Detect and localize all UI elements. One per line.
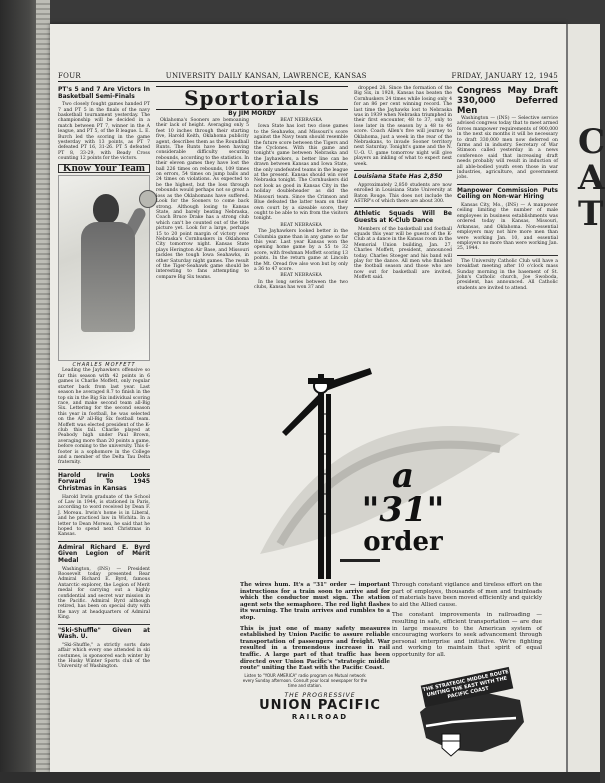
issue-date: FRIDAY, JANUARY 12, 1945 xyxy=(451,72,558,80)
masthead xyxy=(58,70,558,82)
semaphore-pole xyxy=(318,374,324,579)
story-sportorials: Oklahoma's Sooners are bemoaning their lack of height. Averaging only 5 feet 10 inches through their starting five, Harold Keith, Oklahoma publicity agent, describes them as the Roundball Runts. The Runts have been having considerable difficulty securing rebounds, according to the statistics. In their eleven games they have lost the ball 226 times on rebounds, 109 times on errors, 54 times on jump balls and 24 times on violations. As expected to be the highest, but the loss through rebounds would perhaps not so great a loss as the Oklahomans have suffered. Look for the Sooners to come back strong. Although losing to Kansas State, and barely beating Nebraska, Coach Bruce Drake has a strong club which can't be counted out of the title picture yet. Look for a large, perhaps 15 to 20 point margin of victory over Nebraska's Cornhuskers in Oklahoma City tomorrow night. Kansas State plays Herington Air Base, and Missouri tackles the tough Iowa Seahawks, in other Saturday night games. The result of the Tiger-Seahawk game should be interesting to fans attempting to compare Big Six teams. xyxy=(156,118,249,280)
radio-program-note: Listen to "YOUR AMERICA" radio program on Mutual network every Sunday afternoon. Consult your local newspaper for the time and station. xyxy=(242,673,368,688)
column-4 xyxy=(354,86,452,282)
shield-emblem xyxy=(442,734,460,756)
byline: By JIM MORDY xyxy=(228,110,276,117)
adjacent-page-edge xyxy=(566,24,605,772)
semaphore-arm-left xyxy=(282,394,323,436)
headline-k-club-dance: Athletic Squads Will Be Guests at K-Club Dance xyxy=(354,210,452,224)
divider xyxy=(457,184,558,185)
scanner-bottom-edge xyxy=(0,772,600,783)
map-banner: THE STRATEGIC MIDDLE ROUTE UNITING THE EAST WITH THE PACIFIC COAST xyxy=(421,667,514,707)
story-byrd: Washington, (INS) — President Roosevelt today presented Rear Admiral Richard E. Byrd, famous Antarctic explorer, the Legion of Merit medal for carrying out a highly confidential and secret war mission in the Pacific. Admiral Byrd although retired, has been on special duty with the navy at headquarters of Admiral King. xyxy=(58,566,150,621)
ad-copy-right xyxy=(392,582,542,663)
story-manpower: Kansas City, Mo., (INS) — A manpower ceiling limiting the number of male employees in business establishments was ordered today in Kansas, Missouri, Arkansas, and Oklahoma. Non-essential employers may not hire more men than were working Jan. 10, and essential employers no more than were working Jan. 25, 1944. xyxy=(457,203,558,252)
column-1 xyxy=(58,86,150,671)
divider xyxy=(354,170,452,171)
logo-name: UNION PACIFIC xyxy=(259,698,381,713)
subhead-beat-nebraska: BEAT NEBRASKA xyxy=(280,273,322,279)
subhead-beat-nebraska: BEAT NEBRASKA xyxy=(280,222,322,228)
column-2 xyxy=(156,118,249,281)
ad-paragraph-1: The wires hum. It's a "31" order — important instructions for a train soon to arrive and for which the conductor must sign. The station agent sets the semaphore. The red light flashes its warning. The train arrives and rumbles to a stop. xyxy=(240,582,390,621)
divider xyxy=(58,541,150,542)
divider xyxy=(58,624,150,625)
story-pt-victors: Two closely fought games handed PT 7 and PT 5 in the finals of the navy basketball tournament yesterday. The championship will be decided in a match between PT 7, winner in the A league, and PT 5, of the B league. L. E. Burch led the scoring in the game yesterday with 13 points, as PT 7 defeated PT 16, 31-26. PT 5 defeated PT 8, 33-29, with Beady Cross counting 12 points for the victors. xyxy=(58,102,150,162)
story-ski-shuffle: "Ski-Shuffle," a strictly sorts date affair which every one attended in ski costumes, is sponsored each winter by the Husky Winter Sports club of the University of Washington. xyxy=(58,642,150,670)
headline-pt-victors: PT's 5 and 7 Are Victors In Basketball Semi-Finals xyxy=(58,86,150,100)
story-catholic-club: The University Catholic Club will have a breakfast meeting after 10 o'clock mass Sunday morning in the basement of St. John's Catholic church, Joe Swoboda, president, has announced. All Catholic students are invited to attend. xyxy=(457,258,558,291)
story-sportorials-cont2: The Jayhawkers looked better in the Columbia game than in any game so far this year. Last year Kansas won the opening home game by a 55 to 32 score, with freshman Moffett scoring 13 points. In the return game at Lincoln the Mt. Oread five also won but by only a 36 to 47 score. xyxy=(254,229,348,272)
union-pacific-ad xyxy=(200,354,545,779)
adjacent-letter: T xyxy=(578,194,604,234)
ad-paragraph-2: This is just one of many safety measures established by Union Pacific to assure reliable transportation of passengers and freight. War resulted in a tremendous increase in rail traffic. A large part of that traffic has been directed over Union Pacific's "strategic middle route" uniting the East with the Pacific Coast. xyxy=(240,625,390,672)
adjacent-letter: C xyxy=(578,122,605,162)
story-irwin: Harold Irwin graduate of the School of Law in 1944, is stationed in Paris, according to word received by Dean F. J. Moreau. Irwin's home is in Liberal, and he practiced law in Wichita. In a letter to Dean Moreau, he said that he hoped to spend next Christmas in Kansas. xyxy=(58,494,150,538)
page-binding xyxy=(36,0,50,783)
player-body xyxy=(81,222,135,332)
story-sportorials-cont1: Iowa State has lost two close games to the Seahawks, and Missouri's score against the Navy team should resemble the future score between the Tigers and the Cyclones. With this game and tonight's game between Nebraska and the Jayhawkers, a better line can be drawn between Kansas and Iowa State, the only undefeated teams in the league at the present. Kansas should win over Nebraska tonight. The Cornhuskers did not look as good in Kansas City in the holiday doubleheader as did the Missouri team. Since the Crimson and Blue defeated the latter team on their own court by a sizeable score, they ought to be able to win from the visitors tonight. xyxy=(254,124,349,222)
ground-line xyxy=(340,559,380,562)
sportorials-title: Sportorials xyxy=(156,86,348,110)
story-k-club-dance: Members of the basketball and football squads this year will be guests of the K-Club at a dance in the Kansas room in the Memorial Union building, Jan. 27, Charles Moffett, president, announced today. Charles Stoeger and his band will play for the dance. All men who finished the football season and those who are now out for basketball are invited, Moffett said. xyxy=(354,226,452,281)
ad-headline-word: order xyxy=(363,527,443,557)
divider xyxy=(58,469,150,470)
headline-manpower: Manpower Commission Puts Ceiling on Non-war Hiring xyxy=(457,186,558,201)
headline-ski-shuffle: "Ski-Shuffle" Given at Wash. U. xyxy=(58,626,150,641)
ad-headline-number: a "31" xyxy=(361,456,445,530)
sportorials-column xyxy=(156,86,348,119)
column-5 xyxy=(457,86,558,292)
paper-name: UNIVERSITY DAILY KANSAN, LAWRENCE, KANSAS xyxy=(165,72,367,80)
story-lsu: Approximately 2,850 students are now enrolled in Louisiana State University at Baton Rouge. This does not include the ASTRP's of which there are about 300. xyxy=(354,182,452,204)
story-sportorials-cont3: In the long series between the two clubs, Kansas has won 37 and xyxy=(254,279,348,291)
headline-byrd: Admiral Richard E. Byrd Given Legion of Merit Medal xyxy=(58,543,150,564)
newspaper-page xyxy=(50,24,566,772)
basketball-graphic xyxy=(139,190,157,208)
divider xyxy=(457,255,558,256)
logo-railroad: RAILROAD xyxy=(291,713,349,721)
headline-lsu: Louisiana State Has 2,850 xyxy=(354,173,443,181)
subhead-beat-nebraska: BEAT NEBRASKA xyxy=(280,118,322,123)
route-map xyxy=(412,669,530,767)
column-3 xyxy=(254,118,348,292)
photo-caption: CHARLES MOFFETT xyxy=(72,362,136,369)
ad-headline xyxy=(348,456,458,557)
story-draft: Washington — (INS) — Selective service advised congress today that to meet armed forces manpower requirements of 900,000 in the next six months it will be necessary to draft 330,000 men now deferred on farms and in industry. Secretary of War Stimson called yesterday in a news conference said that increasing draft needs probably will result in induction of all able-bodied youth even those in war industries, agriculture, and government jobs. xyxy=(457,116,558,181)
player-head xyxy=(93,194,119,224)
signal-crossbar xyxy=(308,378,334,384)
union-pacific-logo xyxy=(240,692,400,721)
ad-paragraph-3: Through constant vigilance and tireless effort on the part of employes, thousands of men and trainloads of materials have been moved efficiently and quickly to aid the Allied cause. xyxy=(392,582,542,608)
know-your-team-heading: Know Your Team xyxy=(58,164,150,173)
semaphore-ladder-rail xyxy=(326,394,331,579)
logo-tagline: THE PROGRESSIVE xyxy=(284,692,356,699)
story-moffett: Leading the Jayhawkers offensive so far this season with 42 points in 6 games is Charlie Moffett, only regular starter back from last year. Last season he averaged 8.7 to finish in the top six in the Big Six individual scoring race, and make second team all-Big Six. Lettering for the second season this year in football, he was selected on the AP all-Big Six football team. Moffett was elected president of the K-club this fall. Charlie played at Peabody high under Paul Brown, averaging more than 20 points a game, before coming to the university. This 6-footer is a sophomore in the College and a member of the Delta Tau Delta fraternity. xyxy=(58,368,150,466)
story-sportorials-cont4: dropped 28. Since the formation of the Big Six, in 1928, Kansas has beaten the Cornhuskers 24 times while losing only 4 for an 86 per cent winning record. The last time the Jayhawks lost to Nebraska was in 1939 when Nebraska triumphed in their first encounter, 48 to 37, only to lose later in the season by a 48 to 46 score. Coach Allen's five will journey to Oklahoma, just a week in the rear of the Nebraskans, to invade Sooner territory next Saturday. Tonight's game and the N. U.-O. U. game tomorrow night will give players an inkling of what to expect next week. xyxy=(354,86,452,167)
headline-draft: Congress May Draft 330,000 Deferred Men xyxy=(457,86,558,116)
headline-irwin: Harold Irwin Looks Forward To 1945 Christmas in Kansas xyxy=(58,471,150,492)
page-number: FOUR xyxy=(58,72,81,80)
ad-paragraph-4: The constant improvements in railroading — resulting in safe, efficient transportation — are due in large measure to the American system of encouraging workers to seek advancement through personal enterprise and initiative. We're fighting and working to maintain that spirit of equal opportunity for all. xyxy=(392,612,542,658)
ad-copy-left xyxy=(240,582,390,676)
divider xyxy=(354,207,452,208)
adjacent-letter: A xyxy=(578,158,605,198)
player-photo xyxy=(58,175,150,361)
